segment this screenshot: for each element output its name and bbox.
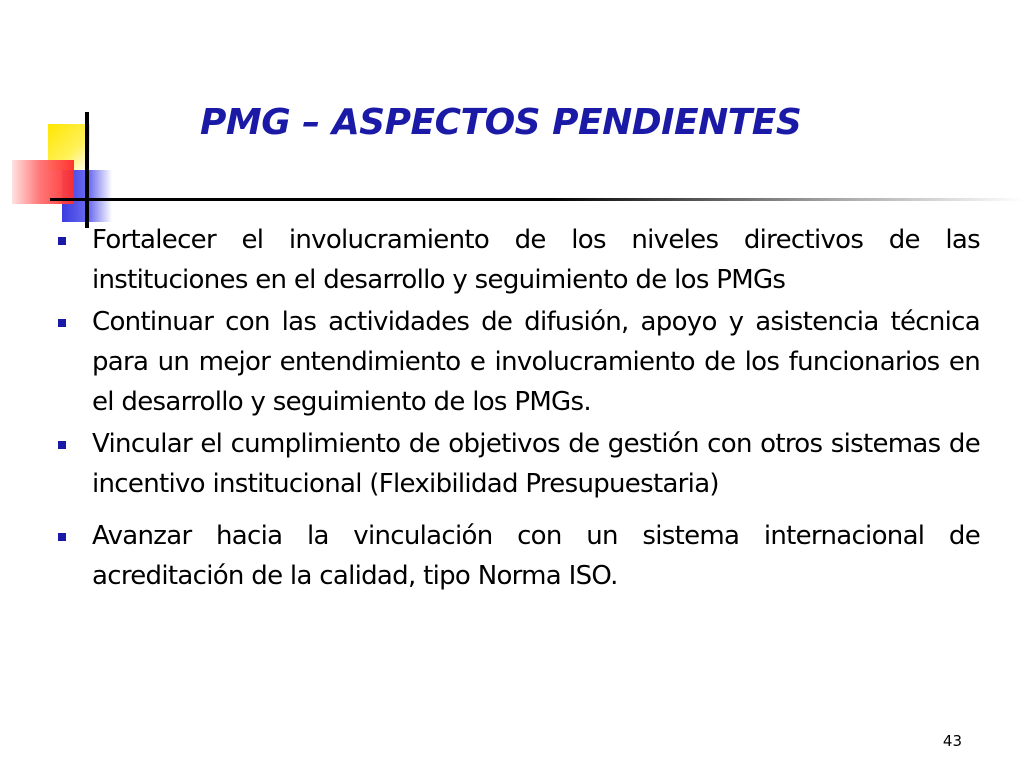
bullet-item <box>56 220 980 300</box>
bullet-square-icon <box>58 441 66 449</box>
page-number: 43 <box>942 732 962 750</box>
bullet-square-icon <box>58 237 66 245</box>
title-divider <box>78 198 1024 201</box>
bullet-text: Avanzar hacia la vinculación con un sistema internacional de acreditación de la calidad, tipo Norma ISO. <box>92 521 980 591</box>
bullet-square-icon <box>58 319 66 327</box>
bullet-item <box>56 516 980 596</box>
logo-vertical-line <box>85 112 89 228</box>
bullet-text: Continuar con las actividades de difusión, apoyo y asistencia técnica para un mejor entendimiento e involucramiento de los funcionarios en el desarrollo y seguimiento de los PMGs. <box>92 307 980 417</box>
bullet-item <box>56 302 980 422</box>
bullet-item <box>56 424 980 504</box>
bullet-text: Fortalecer el involucramiento de los niveles directivos de las instituciones en el desarrollo y seguimiento de los PMGs <box>92 225 980 295</box>
bullet-text: Vincular el cumplimiento de objetivos de gestión con otros sistemas de incentivo institucional (Flexibilidad Presupuestaria) <box>92 429 980 499</box>
bullet-list <box>56 220 980 598</box>
slide-title: PMG – ASPECTOS PENDIENTES <box>200 102 802 143</box>
slide-logo-icon <box>0 0 150 240</box>
bullet-square-icon <box>58 533 66 541</box>
